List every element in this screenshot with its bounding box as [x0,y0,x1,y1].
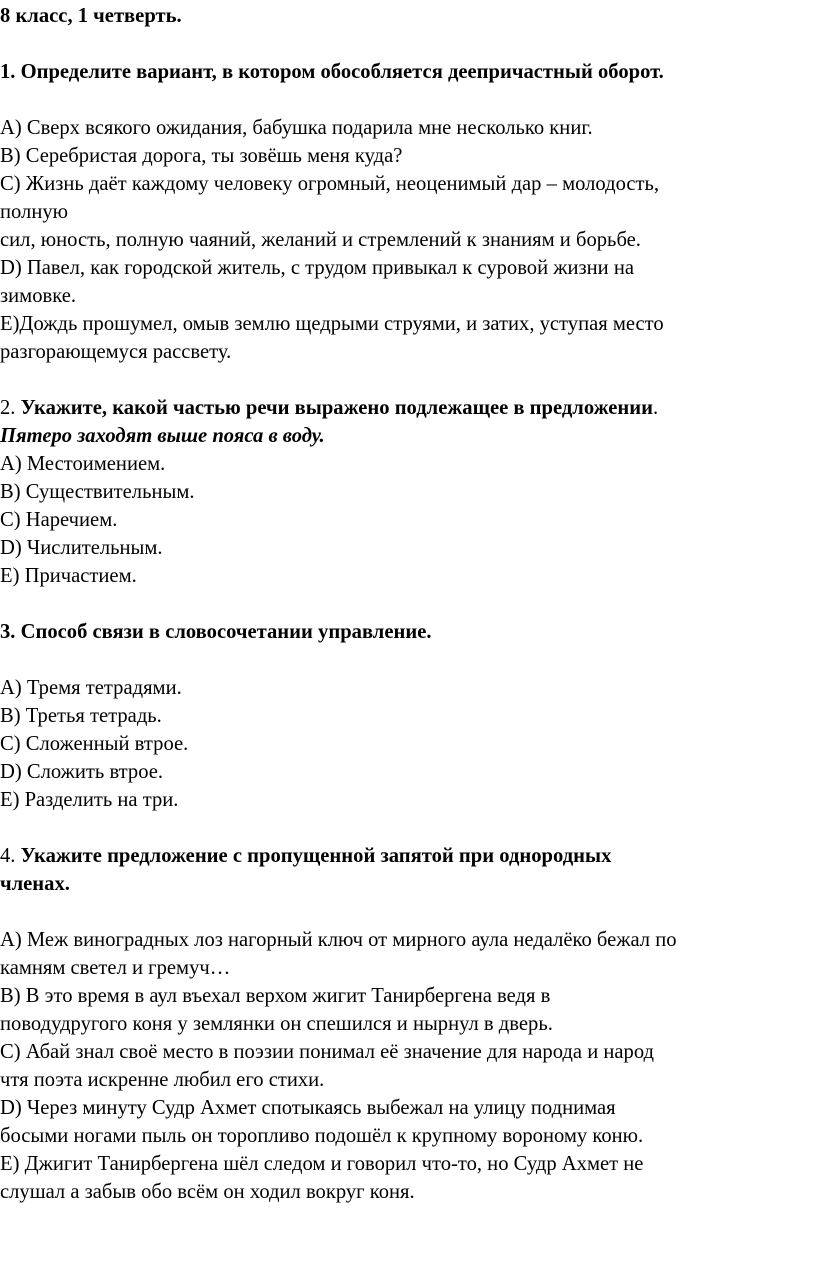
question-4-line: поводудругого коня у землянки он спешился и нырнул в дверь. [0,1013,553,1035]
question-4-line: C) Абай знал своё место в поэзии понимал её значение для народа и народ [0,1041,655,1063]
question-3-option: D) Сложить втрое. [0,761,164,783]
question-4-title [0,842,792,870]
question-2-option: B) Существительным. [0,481,195,503]
question-2-option: A) Местоимением. [0,453,166,475]
question-4-line: B) В это время в аул въехал верхом жигит Танирбергена ведя в [0,985,551,1007]
question-4-line: камням светел и гремуч… [0,957,231,979]
question-2-option: C) Наречием. [0,509,118,531]
question-1-line: D) Павел, как городской житель, с трудом привыкал к суровой жизни на [0,257,634,279]
question-1-title: 1. Определите вариант, в котором обособляется деепричастный оборот. [0,61,664,83]
question-4-line: слушал а забыв обо всём он ходил вокруг коня. [0,1181,415,1203]
question-2-number: 2. [0,397,21,419]
question-4-number: 4. [0,845,21,867]
spacer [0,86,792,114]
question-3-title: 3. Способ связи в словосочетании управление. [0,621,432,643]
question-3-option: C) Сложенный втрое. [0,733,189,755]
question-2-title-end: . [653,397,659,419]
question-3-option: A) Тремя тетрадями. [0,677,182,699]
question-1-line: разгорающемуся рассвету. [0,341,232,363]
question-4-line: чтя поэта искренне любил его стихи. [0,1069,325,1091]
spacer [0,646,792,674]
question-1-line: зимовке. [0,285,76,307]
question-1-line: сил, юность, полную чаяний, желаний и стремлений к знаниям и борьбе. [0,229,641,251]
question-2-title [0,394,792,422]
question-1-line: E)Дождь прошумел, омыв землю щедрыми струями, и затих, уступая место [0,313,664,335]
question-4-line: D) Через минуту Судр Ахмет спотыкаясь выбежал на улицу поднимая [0,1097,616,1119]
question-2-sentence: Пятеро заходят выше пояса в воду. [0,425,325,447]
spacer [0,30,792,58]
question-4-title-text: Укажите предложение с пропущенной запятой при однородных [20,845,612,867]
question-1-line: A) Сверх всякого ожидания, бабушка подарила мне несколько книг. [0,117,593,139]
question-4-line: A) Меж виноградных лоз нагорный ключ от мирного аула недалёко бежал по [0,929,677,951]
question-3-option: E) Разделить на три. [0,789,179,811]
spacer [0,590,792,618]
question-4-line: босыми ногами пыль он торопливо подошёл к крупному вороному коню. [0,1125,644,1147]
question-2-option: D) Числительным. [0,537,163,559]
question-1-line: C) Жизнь даёт каждому человеку огромный, неоценимый дар – молодость, [0,173,660,195]
spacer [0,366,792,394]
question-1-line: полную [0,201,69,223]
question-2-title-text: Укажите, какой частью речи выражено подлежащее в предложении [20,397,654,419]
question-2-option: E) Причастием. [0,565,137,587]
spacer [0,898,792,926]
document-header: 8 класс, 1 четверть. [0,5,182,27]
question-3-option: B) Третья тетрадь. [0,705,162,727]
question-4-title-continued: членах. [0,873,70,895]
spacer [0,814,792,842]
question-1-line: B) Серебристая дорога, ты зовёшь меня куда? [0,145,403,167]
question-4-line: E) Джигит Танирбергена шёл следом и говорил что-то, но Судр Ахмет не [0,1153,644,1175]
